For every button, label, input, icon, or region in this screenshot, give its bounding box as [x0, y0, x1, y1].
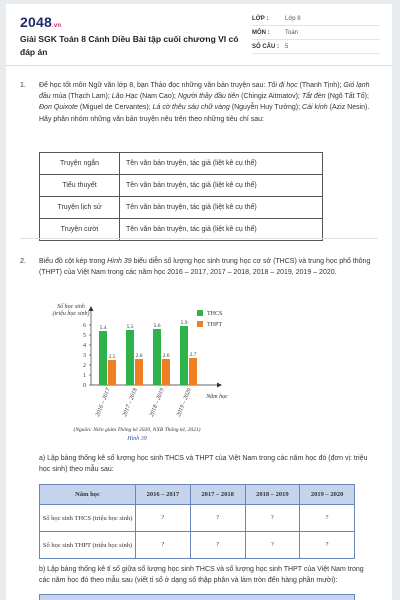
- question-number: 1.: [20, 82, 26, 89]
- meta-row-grade: LỚP : Lớp 8: [252, 12, 380, 26]
- bar-thcs: [99, 331, 107, 385]
- chart-svg: [39, 301, 249, 441]
- data-label: 5.5: [126, 324, 134, 330]
- page-title: Giải SGK Toán 8 Cánh Diều Bài tập cuối chương VI có đáp án: [20, 34, 239, 57]
- legend-label: THPT: [207, 322, 222, 328]
- y-axis-label: Số học sinh: [57, 304, 85, 310]
- y-tick-label: 0: [83, 383, 86, 389]
- table-row: Truyện lịch sử Tên văn bản truyện, tác giả (liệt kê cụ thể): [40, 197, 323, 219]
- y-tick-label: 4: [83, 343, 86, 349]
- data-label: 5.4: [99, 325, 107, 331]
- data-label: 2.6: [135, 353, 143, 359]
- data-label: 5.6: [153, 323, 161, 329]
- question-number: 2.: [20, 258, 26, 265]
- x-tick-label: 2017 – 2018: [122, 387, 139, 418]
- bar-thcs: [153, 329, 161, 385]
- table-row: Truyện cười Tên văn bản truyện, tác giả (liệt kê cụ thể): [40, 219, 323, 241]
- document-page: [6, 4, 392, 600]
- y-tick-label: 3: [83, 353, 86, 359]
- x-tick-label: 2018 – 2019: [149, 387, 166, 418]
- part-b-text: b) Lập bảng thống kê tỉ số giữa số lượng học sinh THCS và số lượng học sinh THPT của Việt Nam trong các năm học đó theo mẫu sau (viết tỉ số ở dạng số thập phân và làm tròn đến hàng phần mười):: [39, 566, 364, 584]
- bar-thcs: [126, 330, 134, 385]
- question-1: [20, 80, 376, 240]
- statistics-table: [39, 484, 355, 559]
- meta-info: [252, 12, 380, 54]
- y-tick-label: 2: [83, 363, 86, 369]
- table-header-row: Năm học 2016 – 2017 2017 – 2018 2018 – 2019 2019 – 2020: [40, 485, 355, 505]
- y-tick-label: 5: [83, 333, 86, 339]
- bar-thpt: [189, 358, 197, 385]
- y-axis-label: (triệu học sinh): [52, 311, 90, 317]
- question-1-prompt: Hãy phân nhóm những văn bản truyện nêu trên theo những tiêu chí sau:: [39, 115, 264, 123]
- y-tick-label: 1: [83, 373, 86, 379]
- data-label: 2.5: [108, 354, 116, 360]
- question-1-works: Để học tốt môn Ngữ văn lớp 8, bạn Thảo đọc những văn bản truyện sau: Tôi đi học (Thanh Tịnh); Gió lạnh đầu mùa (Thạch Lam); Lão Hạc (Nam Cao); Người thầy đầu tiên (Chingiz Aitmatov); Tắt đèn (Ngô Tất Tố); Đon Quixote (Miguel de Cervantes); Lá cờ thêu sáu chữ vàng (Nguyễn Huy Tưởng); Cái kính (Aziz Nesin).: [39, 82, 370, 112]
- y-axis-arrow: [89, 306, 94, 311]
- bar-chart: [39, 301, 249, 441]
- question-text: Biểu đồ cột kép trong Hình 39 biểu diễn số lượng học sinh trung học cơ sở (THCS) và trung học phổ thông (THPT) của Việt Nam trong các năm học 2016 – 2017, 2017 – 2018, 2018 – 2019, 2019 – 2020.: [39, 258, 371, 277]
- data-label: 2.6: [162, 353, 170, 359]
- classification-table: [39, 152, 323, 241]
- legend-swatch: [197, 310, 203, 316]
- legend-swatch: [197, 321, 203, 327]
- question-text: [39, 80, 376, 125]
- divider: [20, 238, 378, 239]
- part-a-text: a) Lập bảng thống kê số lượng học sinh THCS và THPT của Việt Nam trong các năm học đó (đơn vị: triệu học sinh) theo mẫu sau:: [39, 455, 368, 473]
- table-row: Số học sinh THCS (triệu học sinh) ? ? ? ?: [40, 505, 355, 532]
- x-axis-arrow: [217, 383, 222, 388]
- meta-row-subject: MÔN : Toán: [252, 26, 380, 40]
- page-header: [6, 4, 392, 66]
- meta-row-count: SỐ CÂU : 5: [252, 40, 380, 54]
- x-tick-label: 2019 – 2020: [176, 387, 193, 418]
- data-label: 5.9: [180, 320, 188, 326]
- question-2: [20, 256, 376, 600]
- data-label: 2.7: [189, 352, 197, 358]
- source-note: (Nguồn: Niên giám Thống kê 2020, NXB Thống kê, 2021): [73, 427, 201, 433]
- table-row: Truyện ngắn Tên văn bản truyện, tác giả (liệt kê cụ thể): [40, 153, 323, 175]
- table-row: Số học sinh THPT (triệu học sinh) ? ? ? ?: [40, 532, 355, 559]
- site-logo[interactable]: 2048.vn: [20, 14, 62, 30]
- table-row: Tiểu thuyết Tên văn bản truyện, tác giả (liệt kê cụ thể): [40, 175, 323, 197]
- bar-thpt: [162, 359, 170, 385]
- y-tick-label: 6: [83, 323, 86, 329]
- bar-thcs: [180, 326, 188, 385]
- bar-thpt: [108, 360, 116, 385]
- x-tick-label: 2016 – 2017: [95, 387, 112, 418]
- legend-label: THCS: [207, 311, 223, 317]
- bar-thpt: [135, 359, 143, 385]
- ratio-table-header: [39, 594, 355, 600]
- figure-label: Hình 39: [127, 436, 147, 441]
- x-axis-label: Năm học: [206, 394, 228, 400]
